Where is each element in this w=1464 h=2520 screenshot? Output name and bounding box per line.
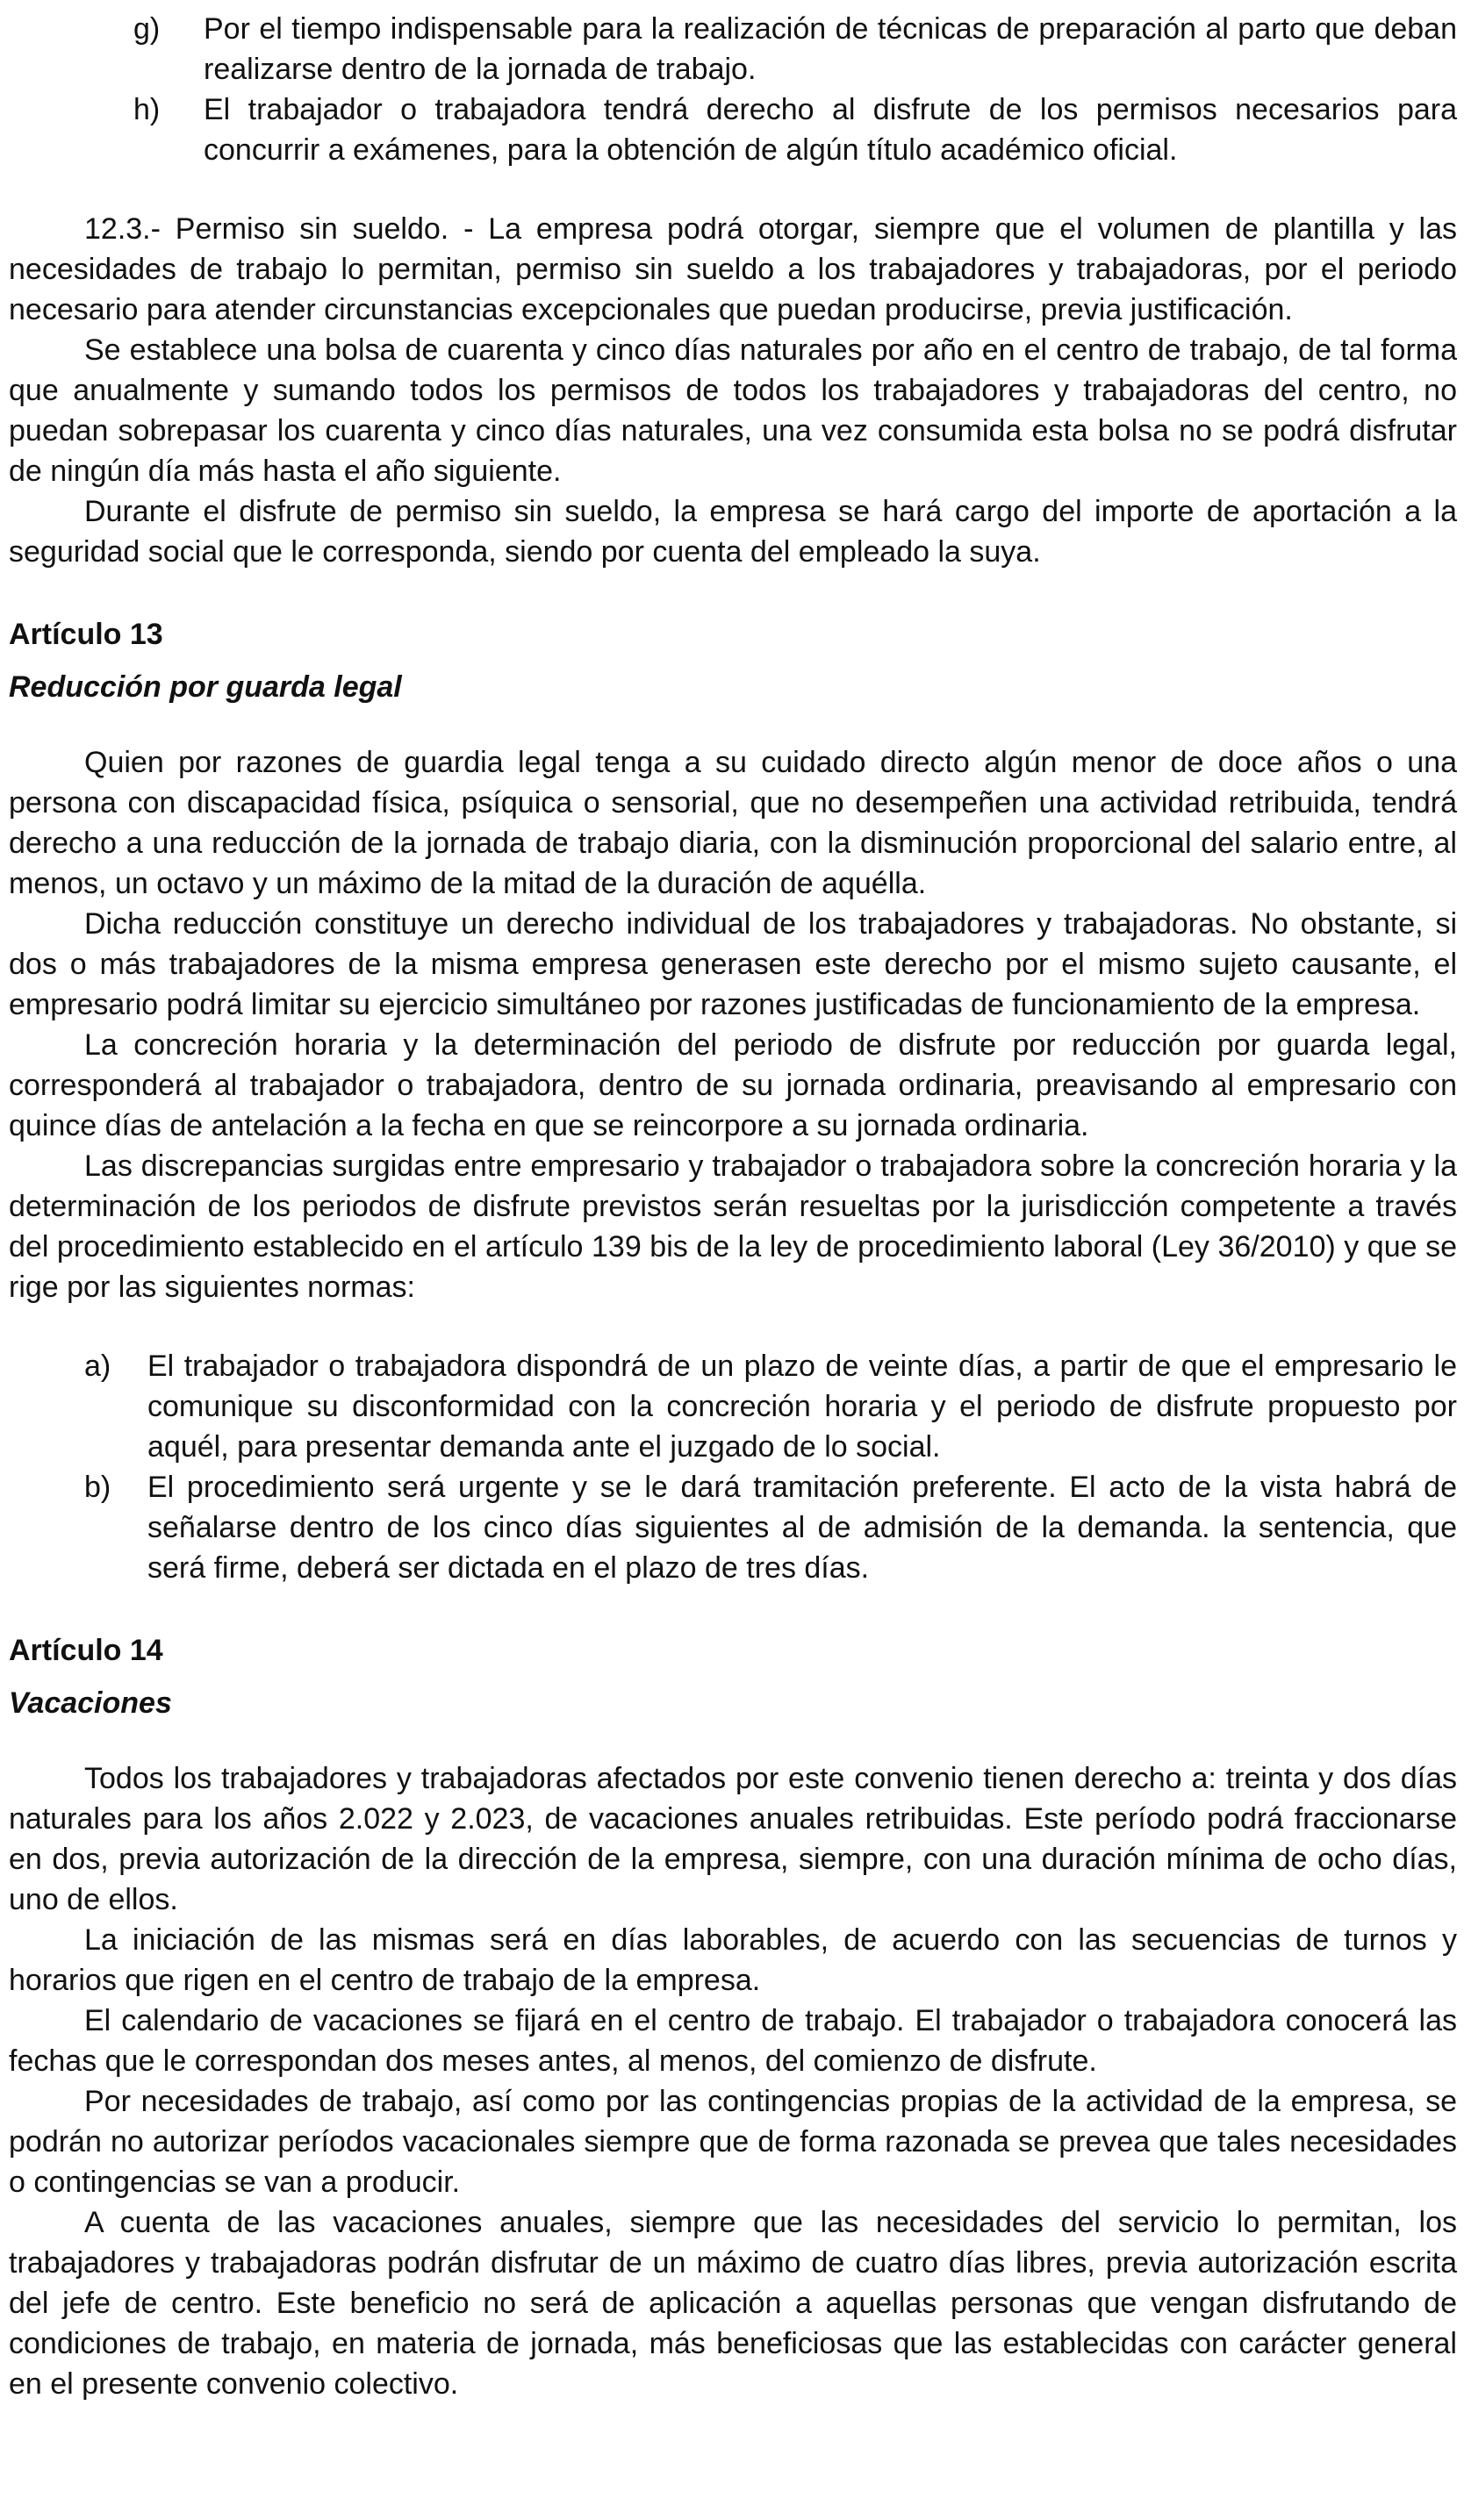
paragraph: Las discrepancias surgidas entre empresario y trabajador o trabajadora sobre la concreción horaria y la determinación de los periodos de disfrute previstos serán resueltas por la jurisdicción competente a través del procedimiento establecido en el artículo 139 bis de la ley de procedimiento laboral (Ley 36/2010) y que se rige por las siguientes normas: <box>9 1149 1457 1304</box>
permiso-sin-sueldo-heading: 12.3.- Permiso sin sueldo. - <box>84 212 474 246</box>
list-item-g <box>9 9 1457 89</box>
list-item-text: El procedimiento será urgente y se le dará tramitación preferente. El acto de la vista habrá de señalarse dentro de los cinco días siguientes al de admisión de la demanda. la sentencia, que será firme, deberá ser dictada en el plazo de tres días. <box>147 1471 1457 1585</box>
paragraph: Durante el disfrute de permiso sin sueldo, la empresa se hará cargo del importe de aportación a la seguridad social que le corresponda, siendo por cuenta del empleado la suya. <box>9 495 1457 569</box>
top-list <box>9 9 1457 170</box>
list-marker: b) <box>84 1471 111 1504</box>
list-item-text: Por el tiempo indispensable para la realización de técnicas de preparación al parto que deban realizarse dentro de la jornada de trabajo. <box>204 12 1457 86</box>
list-item-b <box>9 1467 1457 1588</box>
list-marker: a) <box>84 1349 111 1383</box>
list-marker: g) <box>133 12 161 46</box>
list-marker: h) <box>133 93 161 126</box>
paragraph: Por necesidades de trabajo, así como por las contingencias propias de la actividad de la empresa, se podrán no autorizar períodos vacacionales siempre que de forma razonada se prevea que tales necesidades o contingencias se van a producir. <box>9 2085 1457 2199</box>
paragraph: Quien por razones de guardia legal tenga a su cuidado directo algún menor de doce años o una persona con discapacidad física, psíquica o sensorial, que no desempeñen una actividad retribuida, tendrá derecho a una reducción de la jornada de trabajo diaria, con la disminución proporcional del salario entre, al menos, un octavo y un máximo de la mitad de la duración de aquélla. <box>9 746 1457 900</box>
paragraph: La concreción horaria y la determinación del periodo de disfrute por reducción por guarda legal, corresponderá al trabajador o trabajadora, dentro de su jornada ordinaria, preavisando al empresario con quince días de antelación a la fecha en que se reincorpore a su jornada ordinaria. <box>9 1028 1457 1142</box>
document-page <box>9 9 1457 2404</box>
article-13-subtitle: Reducción por guarda legal <box>9 670 402 704</box>
article-14-title: Artículo 14 <box>9 1634 163 1667</box>
article-13-list <box>9 1346 1457 1588</box>
paragraph: El calendario de vacaciones se fijará en el centro de trabajo. El trabajador o trabajadora conocerá las fechas que le correspondan dos meses antes, al menos, del comienzo de disfrute. <box>9 2004 1457 2078</box>
paragraph: Todos los trabajadores y trabajadoras afectados por este convenio tienen derecho a: treinta y dos días naturales para los años 2.022 y 2.023, de vacaciones anuales retribuidas. Este período podrá fraccionarse en dos, previa autorización de la dirección de la empresa, siempre, con una duración mínima de ocho días, uno de ellos. <box>9 1762 1457 1916</box>
list-item-text: El trabajador o trabajadora dispondrá de un plazo de veinte días, a partir de que el empresario le comunique su disconformidad con la concreción horaria y el periodo de disfrute propuesto por aquél, para presentar demanda ante el juzgado de lo social. <box>147 1349 1457 1464</box>
list-item-text: El trabajador o trabajadora tendrá derecho al disfrute de los permisos necesarios para concurrir a exámenes, para la obtención de algún título académico oficial. <box>204 93 1457 167</box>
list-item-h <box>9 89 1457 170</box>
article-13-title: Artículo 13 <box>9 618 163 651</box>
article-14-subtitle: Vacaciones <box>9 1686 172 1720</box>
paragraph-text: La empresa podrá otorgar, siempre que el volumen de plantilla y las necesidades de trabajo lo permitan, permiso sin sueldo a los trabajadores y trabajadoras, por el periodo necesario para atender circunstancias excepcionales que puedan producirse, previa justificación. <box>9 212 1457 326</box>
paragraph: Dicha reducción constituye un derecho individual de los trabajadores y trabajadoras. No obstante, si dos o más trabajadores de la misma empresa generasen este derecho por el mismo sujeto causante, el empresario podrá limitar su ejercicio simultáneo por razones justificadas de funcionamiento de la empresa. <box>9 907 1457 1021</box>
paragraph: La iniciación de las mismas será en días laborables, de acuerdo con las secuencias de turnos y horarios que rigen en el centro de trabajo de la empresa. <box>9 1923 1457 1997</box>
list-item-a <box>9 1346 1457 1467</box>
paragraph: Se establece una bolsa de cuarenta y cinco días naturales por año en el centro de trabajo, de tal forma que anualmente y sumando todos los permisos de todos los trabajadores y trabajadoras del centro, no puedan sobrepasar los cuarenta y cinco días naturales, una vez consumida esta bolsa no se podrá disfrutar de ningún día más hasta el año siguiente. <box>9 333 1457 488</box>
paragraph: A cuenta de las vacaciones anuales, siempre que las necesidades del servicio lo permitan, los trabajadores y trabajadoras podrán disfrutar de un máximo de cuatro días libres, previa autorización escrita del jefe de centro. Este beneficio no será de aplicación a aquellas personas que vengan disfrutando de condiciones de trabajo, en materia de jornada, más beneficiosas que las establecidas con carácter general en el presente convenio colectivo. <box>9 2206 1457 2401</box>
permiso-sin-sueldo-paragraph <box>9 209 1457 330</box>
